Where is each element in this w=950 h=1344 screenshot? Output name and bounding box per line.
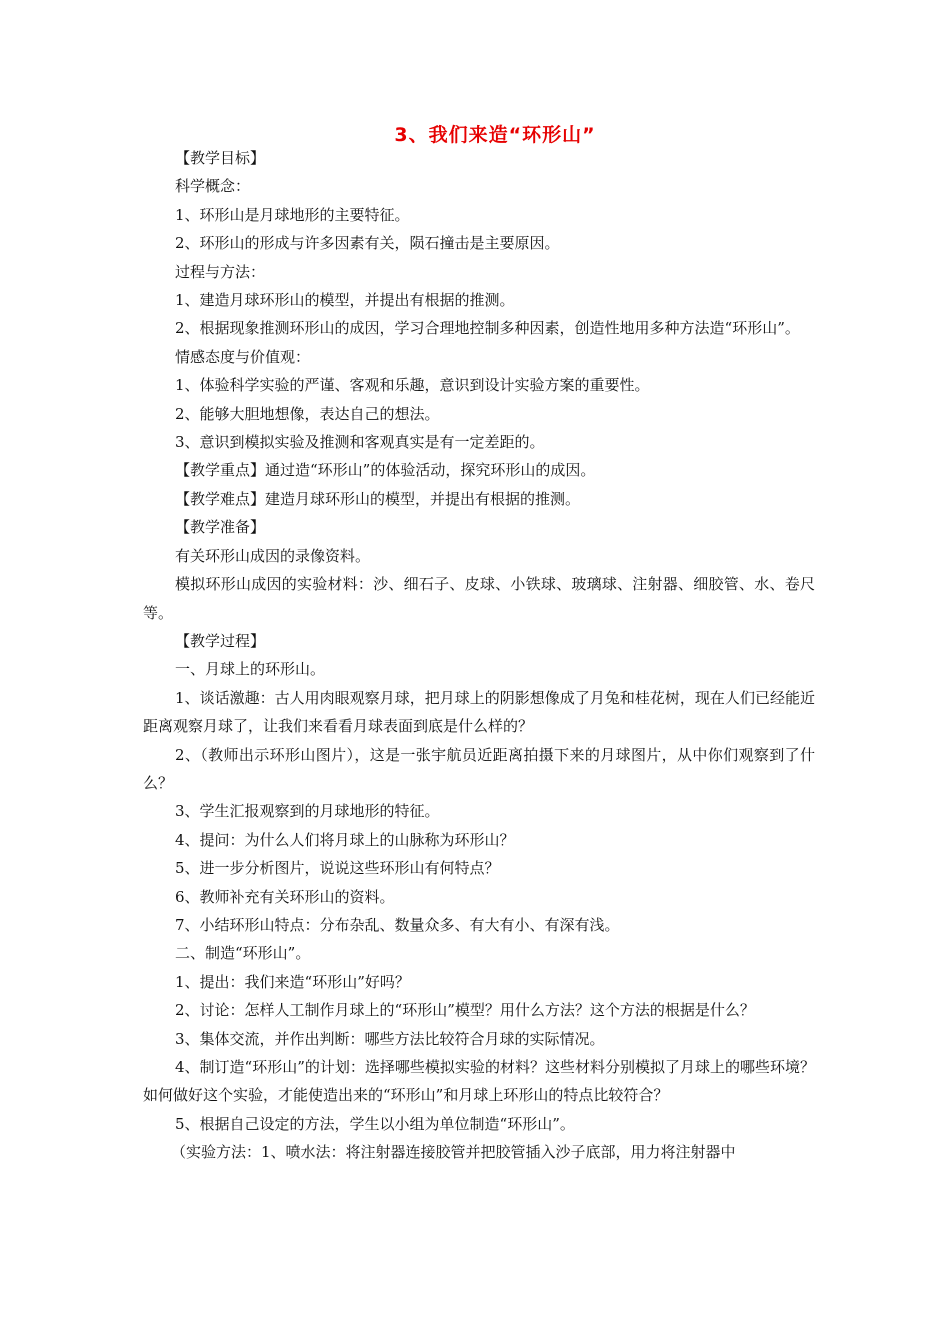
paragraph: 2、环形山的形成与许多因素有关，陨石撞击是主要原因。: [175, 234, 560, 253]
paragraph: 1、体验科学实验的严谨、客观和乐趣，意识到设计实验方案的重要性。: [175, 376, 650, 395]
paragraph: 2、（教师出示环形山图片），这是一张宇航员近距离拍摄下来的月球图片，从中你们观察到了什么？: [143, 745, 815, 792]
paragraph: 模拟环形山成因的实验材料：沙、细石子、皮球、小铁球、玻璃球、注射器、细胶管、水、卷尺等。: [143, 575, 815, 622]
teaching-difficulty: 【教学难点】建造月球环形山的模型，并提出有根据的推测。: [175, 489, 581, 508]
paragraph: 1、环形山是月球地形的主要特征。: [175, 205, 410, 224]
subheading-process-methods: 过程与方法：: [175, 262, 266, 281]
paragraph: 5、进一步分析图片，说说这些环形山有何特点？: [175, 859, 500, 878]
document-title: 3、我们来造“环形山”: [394, 124, 596, 146]
paragraph: 2、根据现象推测环形山的成因，学习合理地控制多种因素，创造性地用多种方法造“环形山”。: [175, 319, 800, 338]
paragraph: 5、根据自己设定的方法，学生以小组为单位制造“环形山”。: [175, 1114, 575, 1133]
section-heading: 二、制造“环形山”。: [175, 944, 311, 963]
paragraph: 3、意识到模拟实验及推测和客观真实是有一定差距的。: [175, 433, 545, 452]
paragraph: （实验方法：1、喷水法：将注射器连接胶管并把胶管插入沙子底部，用力将注射器中: [171, 1143, 736, 1162]
subheading-attitudes-values: 情感态度与价值观：: [175, 347, 311, 366]
paragraph: 4、制订造“环形山”的计划：选择哪些模拟实验的材料？这些材料分别模拟了月球上的哪些环境？如何做好这个实验，才能使造出来的“环形山”和月球上环形山的特点比较符合？: [143, 1058, 815, 1105]
teaching-key-point: 【教学重点】通过造“环形山”的体验活动，探究环形山的成因。: [175, 461, 596, 480]
paragraph: 4、提问：为什么人们将月球上的山脉称为环形山？: [175, 830, 515, 849]
heading-teaching-process: 【教学过程】: [175, 631, 266, 650]
paragraph: 1、谈话激趣：古人用肉眼观察月球，把月球上的阴影想像成了月兔和桂花树，现在人们已经能近距离观察月球了，让我们来看看月球表面到底是什么样的？: [143, 688, 815, 736]
paragraph: 1、建造月球环形山的模型，并提出有根据的推测。: [175, 291, 515, 310]
paragraph: 3、集体交流，并作出判断：哪些方法比较符合月球的实际情况。: [175, 1029, 605, 1048]
paragraph: 2、讨论：怎样人工制作月球上的“环形山”模型？用什么方法？这个方法的根据是什么？: [175, 1001, 755, 1020]
paragraph: 3、学生汇报观察到的月球地形的特征。: [175, 802, 440, 821]
paragraph: 2、能够大胆地想像，表达自己的想法。: [175, 404, 440, 423]
heading-teaching-goals: 【教学目标】: [175, 149, 266, 167]
paragraph: 7、小结环形山特点：分布杂乱、数量众多、有大有小、有深有浅。: [175, 915, 620, 934]
paragraph: 6、教师补充有关环形山的资料。: [175, 887, 395, 906]
paragraph: 有关环形山成因的录像资料。: [175, 546, 371, 565]
section-heading: 一、月球上的环形山。: [175, 660, 326, 679]
subheading-science-concepts: 科学概念：: [175, 177, 251, 196]
heading-teaching-preparation: 【教学准备】: [175, 518, 266, 537]
paragraph: 1、提出：我们来造“环形山”好吗？: [175, 972, 410, 991]
document-body: [143, 144, 815, 1167]
